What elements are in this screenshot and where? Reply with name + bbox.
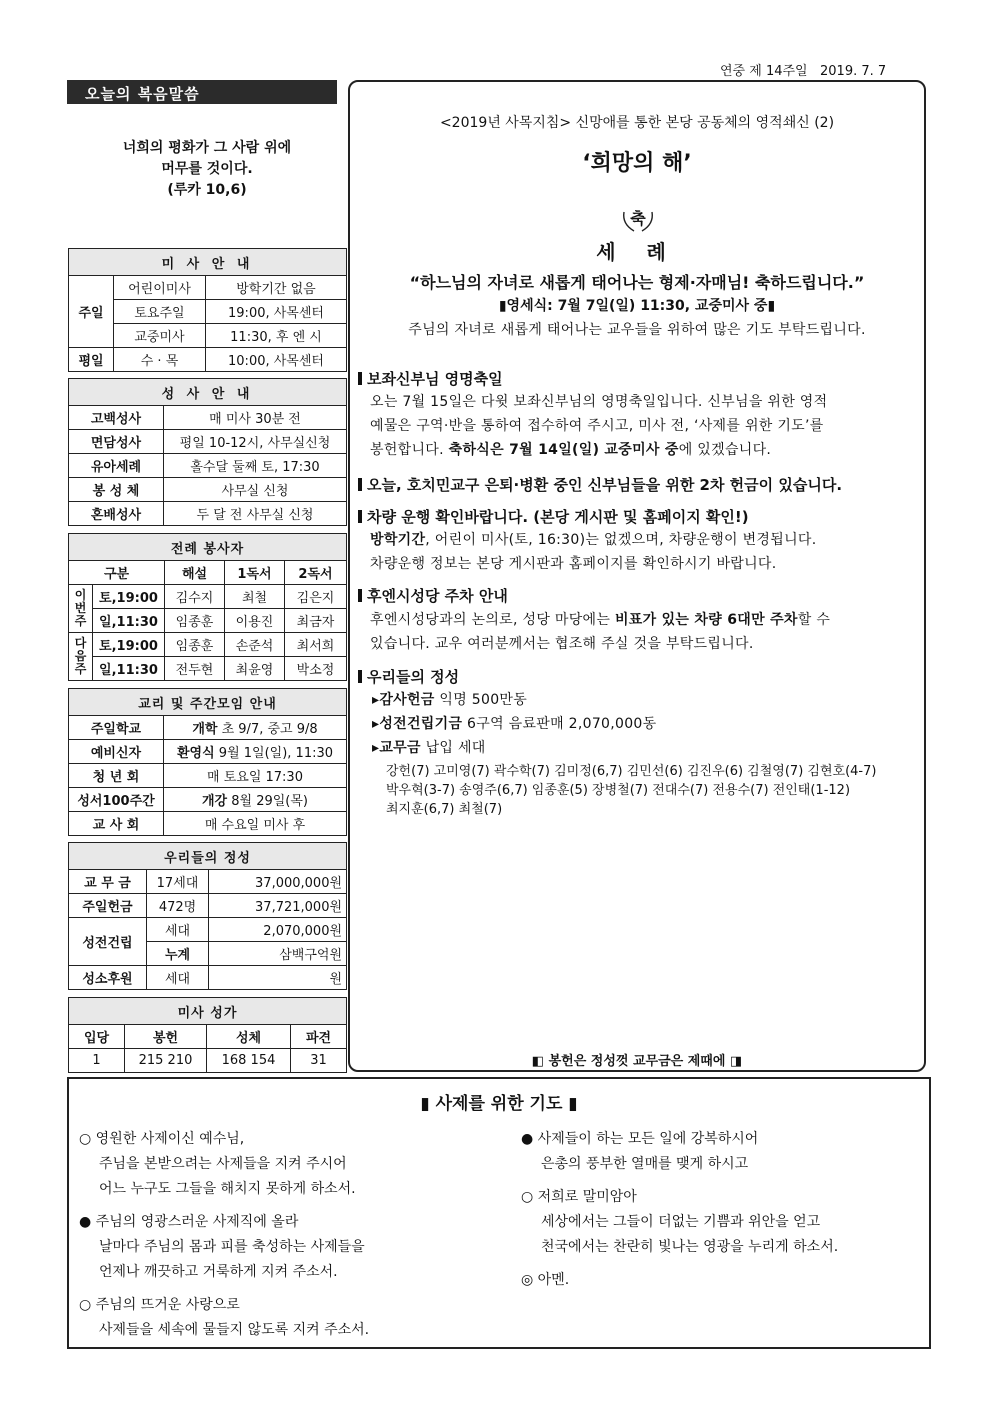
sacrament-name: 혼배성사 <box>69 502 164 526</box>
mass-info: 19:00, 사목센터 <box>206 300 347 324</box>
prayer-line: 사제들이 하는 모든 일에 강복하시어 <box>537 1131 759 1147</box>
hymn-value: 1 <box>69 1049 125 1073</box>
devotion-label: 교무금 <box>379 740 421 756</box>
doctrine-bold: 개강 <box>201 794 228 809</box>
server-time: 토,19:00 <box>93 585 165 609</box>
feast-line: 봉헌합니다. <box>370 442 449 458</box>
mass-name: 교중미사 <box>114 324 206 348</box>
prayer-bullet: ◎ <box>521 1272 534 1288</box>
doctrine-info: 매 수요일 미사 후 <box>204 818 306 833</box>
parking-line: 할 수 <box>797 612 831 628</box>
offering-total-label: 누계 <box>147 942 209 966</box>
doctrine-name: 교 사 회 <box>69 812 164 836</box>
dues-names-line: 강헌(7) 고미영(7) 곽수학(7) 김미정(6,7) 김민선(6) 김진우(6) 김철영(7) 김현호(4-7) <box>386 764 877 779</box>
mass-name: 어린이미사 <box>114 276 206 300</box>
hymn-title: 미사 성가 <box>69 998 347 1025</box>
hymn-value: 31 <box>291 1049 347 1073</box>
dues-names <box>386 762 876 819</box>
hymn-header: 파견 <box>291 1025 347 1049</box>
prayer-line: 주님의 영광스러운 사제직에 올라 <box>95 1214 299 1230</box>
hymn-header: 봉헌 <box>125 1025 207 1049</box>
prayer-left-column <box>79 1127 499 1343</box>
doctrine-info: 9월 1일(일), 11:30 <box>214 746 334 761</box>
sunday-label: 주일 <box>69 276 114 348</box>
devotion-label: 감사헌금 <box>379 692 435 708</box>
feast-line-bold: 축하식은 7월 14일(일) 교중미사 중 <box>448 442 679 458</box>
subtitle: <2019년 사목지침> 신망애를 통한 본당 공동체의 영적쇄신 (2) <box>439 115 835 131</box>
sacrament-info: 두 달 전 사무실 신청 <box>164 502 347 526</box>
this-week-label: 이번주 <box>69 585 93 633</box>
offering-count: 472명 <box>147 894 209 918</box>
server-commentator: 임종훈 <box>165 633 225 657</box>
dues-names-line: 최지훈(6,7) 최철(7) <box>386 802 503 817</box>
sacrament-info: 평일 10-12시, 사무실신청 <box>164 430 347 454</box>
feast-text <box>370 390 922 462</box>
hymn-value: 215 210 <box>125 1049 207 1073</box>
doctrine-name: 청 년 회 <box>69 764 164 788</box>
servers-header: 2독서 <box>285 561 347 585</box>
issue-header <box>720 60 886 79</box>
server-reader1: 손준석 <box>225 633 285 657</box>
prayer-right-column <box>521 1127 921 1293</box>
collection-title: 오늘, 호치민교구 은퇴·병환 중인 신부님들을 위한 2차 헌금이 있습니다. <box>358 474 842 495</box>
offering-label: 성소후원 <box>69 966 147 990</box>
devotion-item: ▸교무금 납입 세대 <box>372 740 486 756</box>
prayer-stanza <box>79 1127 499 1202</box>
vehicle-line: , 어린이 미사(토, 16:30)는 없겠으며, 차량운행이 변경됩니다. <box>425 532 817 548</box>
baptism-title: 세 례 <box>596 240 678 264</box>
prayer-line: 날마다 주님의 몸과 피를 축성하는 사제들을 <box>99 1239 365 1255</box>
servers-title: 전례 봉사자 <box>69 534 347 561</box>
offering-amount: 2,070,000원 <box>209 918 347 942</box>
baptism-text: 주님의 자녀로 새롭게 태어나는 교우들을 위하여 많은 기도 부탁드립니다. <box>408 322 866 338</box>
server-reader1: 최철 <box>225 585 285 609</box>
doctrine-name: 성서100주간 <box>69 788 164 812</box>
offering-amount: 37,721,000원 <box>209 894 347 918</box>
server-reader2: 최서희 <box>285 633 347 657</box>
verse-line: 너희의 평화가 그 사람 위에 <box>122 140 292 156</box>
prayer-stanza <box>79 1210 499 1285</box>
prayer-line: 어느 누구도 그들을 해치지 못하게 하소서. <box>99 1181 356 1197</box>
prayer-line: 언제나 깨끗하고 거룩하게 지켜 주소서. <box>99 1264 338 1280</box>
vehicle-text <box>370 528 816 576</box>
sacrament-info: 사무실 신청 <box>164 478 347 502</box>
parking-text <box>370 608 922 656</box>
mass-table <box>68 248 347 372</box>
prayer-line: 주님을 본받으려는 사제들을 지켜 주시어 <box>99 1156 347 1172</box>
prayer-stanza <box>521 1185 921 1260</box>
gospel-title-bar <box>67 80 337 104</box>
feast-line: 예물은 구역·반을 통하여 접수하여 주시고, 미사 전, ‘사제를 위한 기도’를 <box>370 418 824 434</box>
offering-label: 교 무 금 <box>69 870 147 894</box>
vehicle-bold: 방학기간 <box>370 532 426 548</box>
devotion-label: 성전건립기금 <box>379 716 463 732</box>
weekday-label: 평일 <box>69 348 114 372</box>
server-time: 일,11:30 <box>93 609 165 633</box>
gospel-verse <box>68 138 346 201</box>
weekday-days: 수 · 목 <box>114 348 206 372</box>
year-title: ‘희망의 해’ <box>582 151 692 176</box>
parking-line: 있습니다. 교우 여러분께서는 협조해 주실 것을 부탁드립니다. <box>370 636 754 652</box>
celebrate-emblem <box>620 204 656 234</box>
parking-line: 후엔시성당과의 논의로, 성당 마당에는 <box>370 612 615 628</box>
issue-date: 2019. 7. 7 <box>820 64 887 79</box>
doctrine-info: 매 토요일 17:30 <box>207 770 303 785</box>
doctrine-info: 8월 29일(목) <box>227 794 309 809</box>
servers-header: 1독서 <box>225 561 285 585</box>
prayer-bullet: ● <box>79 1214 92 1230</box>
celebrate-char: 축 <box>630 209 646 228</box>
prayer-line: 영원한 사제이신 예수님, <box>95 1131 245 1147</box>
server-commentator: 전두현 <box>165 657 225 681</box>
verse-line: 머무를 것이다. <box>161 161 253 177</box>
mass-title: 미 사 안 내 <box>69 249 347 276</box>
prayer-stanza <box>79 1293 499 1343</box>
devotion-title: 우리들의 정성 <box>358 666 459 687</box>
issue-label: 연중 제 14주일 <box>720 64 808 79</box>
sacrament-info: 홀수달 둘째 토, 17:30 <box>164 454 347 478</box>
devotion-text: 익명 500만동 <box>434 692 528 708</box>
dues-names-line: 박우혁(3-7) 송영주(6,7) 임종훈(5) 장병철(7) 전대수(7) 전용수(7) 전인태(1-12) <box>386 783 851 798</box>
prayer-bullet: ○ <box>521 1189 534 1205</box>
offering-label: 주일헌금 <box>69 894 147 918</box>
prayer-bullet: ○ <box>79 1131 92 1147</box>
mass-name: 토요주일 <box>114 300 206 324</box>
server-time: 토,19:00 <box>93 633 165 657</box>
vehicle-line: 차량운행 정보는 본당 게시판과 홈페이지를 확인하시기 바랍니다. <box>370 556 777 572</box>
feast-title: 보좌신부님 영명축일 <box>358 368 503 389</box>
doctrine-bold: 개학 <box>192 722 218 737</box>
offering-label: 성전건립 <box>69 918 147 966</box>
offering-amount: 원 <box>209 966 347 990</box>
vehicle-title: 차량 운행 확인바랍니다. (본당 게시판 및 홈페이지 확인!) <box>358 506 749 527</box>
prayer-title: ▮ 사제를 위한 기도 ▮ <box>420 1094 578 1114</box>
parking-bold: 비표가 있는 차량 6대만 주차 <box>614 612 798 628</box>
devotion-text: 6구역 음료판매 2,070,000동 <box>462 716 657 732</box>
sacrament-name: 고백성사 <box>69 406 164 430</box>
offering-table <box>68 842 347 990</box>
server-reader2: 최금자 <box>285 609 347 633</box>
feast-line: 에 있겠습니다. <box>678 442 772 458</box>
offering-unit: 세대 <box>147 966 209 990</box>
sacrament-title: 성 사 안 내 <box>69 379 347 406</box>
doctrine-bold: 환영식 <box>176 746 215 761</box>
devotion-text: 납입 세대 <box>420 740 486 756</box>
offering-amount: 37,000,000원 <box>209 870 347 894</box>
server-reader1: 이용진 <box>225 609 285 633</box>
sacrament-table <box>68 378 347 526</box>
doctrine-name: 주일학교 <box>69 716 164 740</box>
feast-line: 오는 7월 15일은 다윗 보좌신부님의 영명축일입니다. 신부님을 위한 영적 <box>370 394 828 410</box>
server-time: 일,11:30 <box>93 657 165 681</box>
prayer-line: 저희로 말미암아 <box>537 1189 637 1205</box>
offering-unit: 세대 <box>147 918 209 942</box>
server-reader2: 김은지 <box>285 585 347 609</box>
offering-total: 삼백구억원 <box>209 942 347 966</box>
prayer-stanza <box>521 1268 921 1293</box>
server-commentator: 임종훈 <box>165 609 225 633</box>
doctrine-title: 교리 및 주간모임 안내 <box>69 689 347 716</box>
offering-title: 우리들의 정성 <box>69 843 347 870</box>
hymn-header: 입당 <box>69 1025 125 1049</box>
hymn-header: 성체 <box>207 1025 291 1049</box>
gospel-title: 오늘의 복음말씀 <box>85 85 200 103</box>
sacrament-info: 매 미사 30분 전 <box>164 406 347 430</box>
devotion-item: ▸성전건립기금 6구역 음료판매 2,070,000동 <box>372 716 657 732</box>
prayer-bullet: ● <box>521 1131 534 1147</box>
devotion-item: ▸감사헌금 익명 500만동 <box>372 692 528 708</box>
servers-header: 구분 <box>69 561 165 585</box>
prayer-line: 사제들을 세속에 물들지 않도록 지켜 주소서. <box>99 1322 370 1338</box>
doctrine-info: 초 9/7, 중고 9/8 <box>217 722 318 737</box>
priest-prayer-box <box>67 1077 931 1349</box>
servers-header: 해설 <box>165 561 225 585</box>
prayer-line: 은총의 풍부한 열매를 맺게 하시고 <box>541 1156 749 1172</box>
doctrine-name: 예비신자 <box>69 740 164 764</box>
server-reader2: 박소정 <box>285 657 347 681</box>
prayer-bullet: ○ <box>79 1297 92 1313</box>
hymn-table <box>68 997 347 1073</box>
footer-slogan: ◧ 봉헌은 정성껏 교무금은 제때에 ◨ <box>531 1054 743 1069</box>
sacrament-name: 봉 성 체 <box>69 478 164 502</box>
sacrament-name: 면담성사 <box>69 430 164 454</box>
devotion-list <box>372 688 656 760</box>
baptism-date: ▮영세식: 7월 7일(일) 11:30, 교중미사 중▮ <box>498 298 776 314</box>
server-reader1: 최윤영 <box>225 657 285 681</box>
doctrine-table <box>68 688 347 836</box>
sacrament-name: 유아세례 <box>69 454 164 478</box>
next-week-label: 다음주 <box>69 633 93 681</box>
main-notice-box <box>348 80 926 1072</box>
server-commentator: 김수지 <box>165 585 225 609</box>
prayer-stanza <box>521 1127 921 1177</box>
prayer-line: 주님의 뜨거운 사랑으로 <box>95 1297 240 1313</box>
servers-table <box>68 533 347 681</box>
prayer-line: 아멘. <box>537 1272 570 1288</box>
offering-count: 17세대 <box>147 870 209 894</box>
prayer-line: 천국에서는 찬란히 빛나는 영광을 누리게 하소서. <box>541 1239 839 1255</box>
parking-title: 후엔시성당 주차 안내 <box>358 585 508 606</box>
weekday-info: 10:00, 사목센터 <box>206 348 347 372</box>
mass-info: 방학기간 없음 <box>206 276 347 300</box>
hymn-value: 168 154 <box>207 1049 291 1073</box>
mass-info: 11:30, 후 엔 시 <box>206 324 347 348</box>
baptism-quote: “하느님의 자녀로 새롭게 태어나는 형제·자매님! 축하드립니다.” <box>409 273 865 292</box>
prayer-line: 세상에서는 그들이 더없는 기쁨과 위안을 얻고 <box>541 1214 821 1230</box>
verse-reference: (루카 10,6) <box>167 182 247 198</box>
